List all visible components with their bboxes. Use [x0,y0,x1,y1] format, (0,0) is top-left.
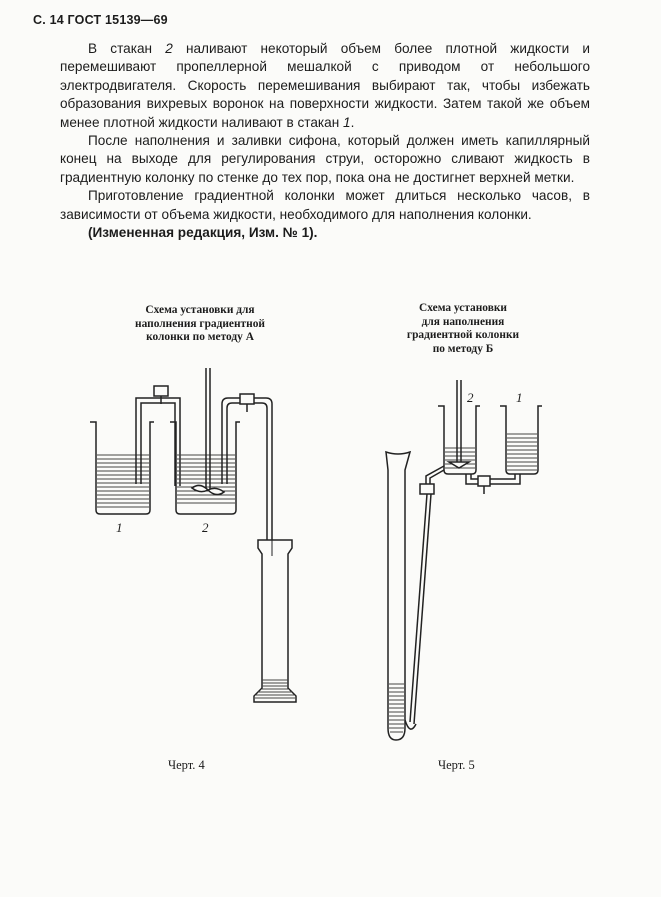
gradient-column-a [254,540,296,702]
stopcock-b1 [478,476,490,486]
label-beaker-b1: 1 [516,390,523,405]
stopcock-a2 [240,394,254,404]
page-header: С. 14 ГОСТ 15139—69 [33,13,168,27]
amendment-note: (Измененная редакция, Изм. № 1). [88,225,318,241]
capillary-b [410,494,427,722]
stopcock-a1 [154,386,168,396]
figure-4-title: Схема установки для наполнения градиентной колонки по методу А [135,304,265,344]
label-beaker-b2: 2 [467,390,474,405]
paragraph-3: Приготовление градиентной колонки может длиться несколько часов, в зависимости от объема жидкости, необходимого для наполнения колонки. [60,188,590,222]
figure-5-caption: Черт. 5 [438,758,475,772]
figure-5-drawing [386,380,542,740]
beaker-b1 [500,406,542,474]
figure-5-title: Схема установки для наполнения градиентной колонки по методу Б [406,302,520,355]
siphon-tube-a2 [222,398,272,540]
siphon-tube-a1 [136,398,180,486]
figure-4-caption: Черт. 4 [168,758,205,772]
label-beaker-2: 2 [202,520,209,535]
label-beaker-1: 1 [116,520,123,535]
paragraph-2: После наполнения и заливки сифона, который должен иметь капиллярный конец на выходе для регулирования струи, осторожно сливают жидкость в градиентную колонку по стенке до тех пор, пока она не достигнет верхней метки. [60,133,590,185]
beaker-1 [90,422,154,514]
paragraph-1: В стакан 2 наливают некоторый объем более плотной жидкости и перемешивают пропеллерной мешалкой с приводом от небольшого электродвигателя. Скорость перемешивания выбирают так, чтобы избежать образования вихревых воронок на поверхности жидкости. Затем такой же объем менее плотной жидкости наливают в стакан 1. [60,41,590,130]
gradient-column-b [386,452,410,740]
figure-4-drawing [90,368,296,702]
stopcock-b2 [420,484,434,494]
